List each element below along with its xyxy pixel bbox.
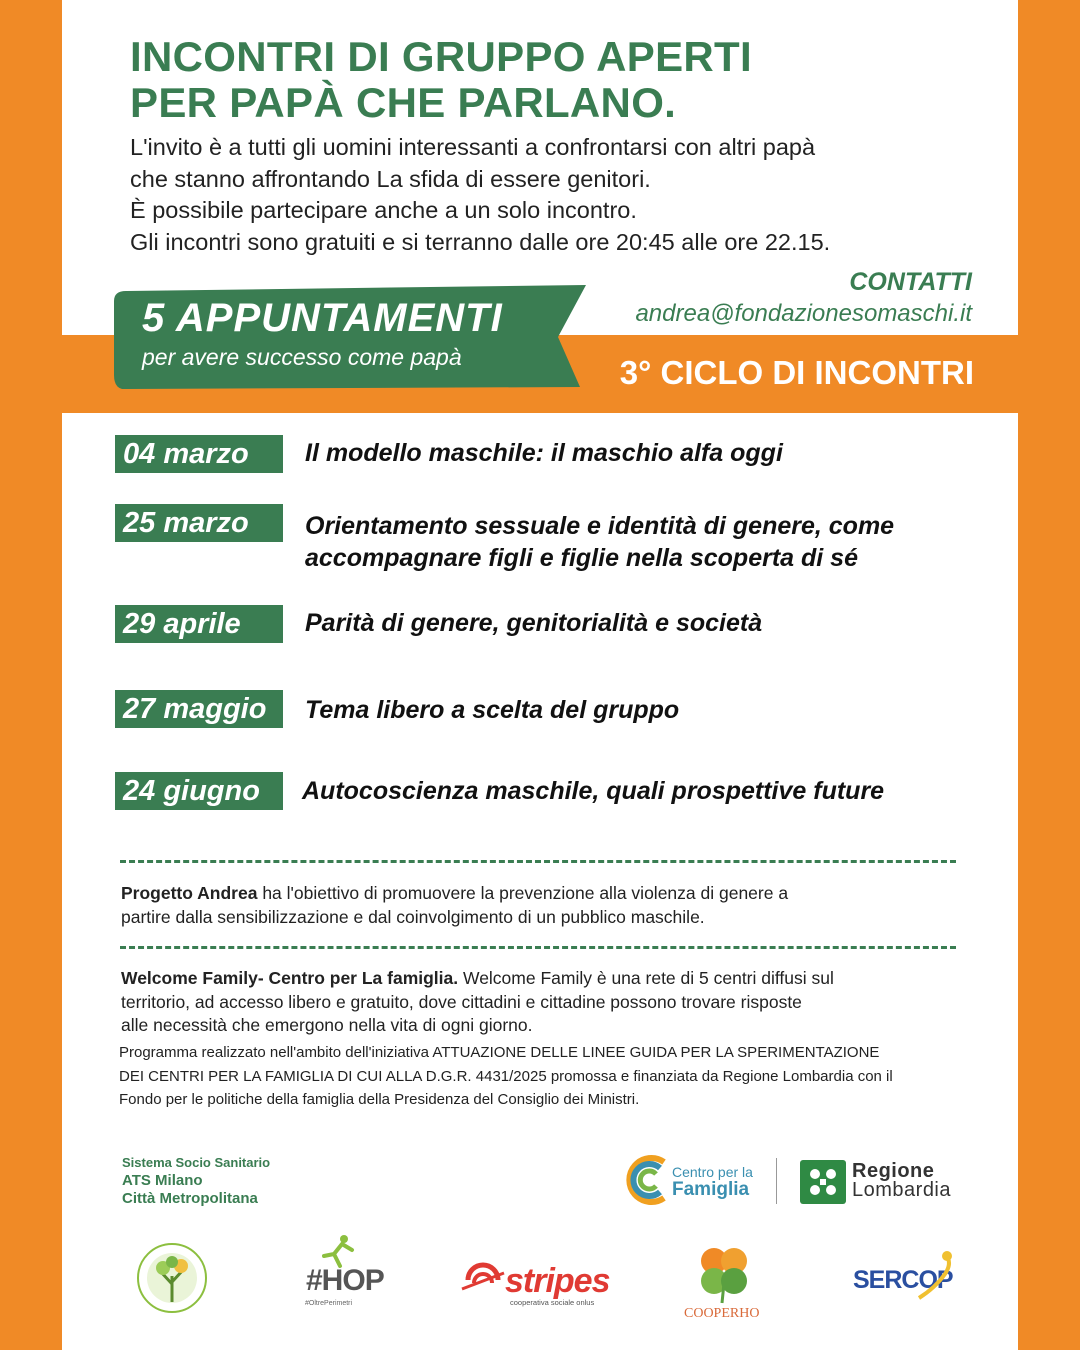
meeting-date: 04 marzo [115, 435, 283, 473]
title-line-2: PER PAPÀ CHE PARLANO. [130, 79, 677, 126]
meeting-topic [305, 437, 783, 469]
running-figure-icon [318, 1234, 358, 1268]
meeting-date: 24 giugno [115, 772, 283, 810]
intro-line: È possibile partecipare anche a un solo incontro. [130, 197, 637, 223]
welcome-line: alle necessità che emergono nella vita di ogni giorno. [121, 1015, 533, 1035]
centro-famiglia-logo: Centro per la Famiglia [672, 1164, 753, 1200]
topic-line: Il modello maschile: il maschio alfa oggi [305, 439, 783, 467]
project-description [121, 882, 971, 929]
meeting-date: 29 aprile [115, 605, 283, 643]
topic-line: Parità di genere, genitorialità e società [305, 609, 763, 637]
topic-line: Orientamento sessuale e identità di genere, come [305, 512, 895, 540]
meeting-topic [305, 694, 679, 726]
meeting-date: 27 maggio [115, 690, 283, 728]
hop-subtitle: #OltrePerimetri [305, 1300, 353, 1307]
ats-milano-logo: Sistema Socio Sanitario ATS Milano Città Metropolitana [122, 1155, 271, 1207]
contacts-label: CONTATTI [849, 268, 972, 296]
cycle-label: 3° CICLO DI INCONTRI [619, 354, 974, 391]
meeting-topic [305, 607, 762, 639]
cooperho-logo: COOPERHO [684, 1306, 760, 1321]
meeting-topic [302, 775, 884, 807]
project-line: partire dalla sensibilizzazione e dal coinvolgimento di un pubblico maschile. [121, 906, 705, 927]
stripes-swirl-icon [458, 1255, 508, 1305]
cooperho-clover-icon [692, 1243, 756, 1305]
centro-famiglia-icon [624, 1152, 670, 1208]
topic-line: Tema libero a scelta del gruppo [305, 696, 680, 724]
title-line-1: INCONTRI DI GRUPPO APERTI [130, 33, 752, 80]
meeting-date: 25 marzo [115, 504, 283, 542]
meeting-topic [305, 510, 894, 574]
consulenza-famiglia-logo [133, 1236, 211, 1318]
topic-line: accompagnare figli e figlie nella scoperta di sé [305, 544, 858, 572]
welcome-line: Welcome Family è una rete di 5 centri diffusi sul [458, 968, 834, 988]
logo-separator [776, 1158, 777, 1204]
sercop-logo: SERCOP [853, 1266, 953, 1294]
program-line: DEI CENTRI PER LA FAMIGLIA DI CUI ALLA D.G.R. 4431/2025 promossa e finanziata da Regione Lombardia con il [119, 1067, 893, 1085]
welcome-line: territorio, ad accesso libero e gratuito, dove cittadini e cittadine possono trovare risposte [121, 991, 802, 1012]
regione-lombardia-logo: Regione Lombardia [852, 1160, 952, 1201]
project-name: Progetto Andrea [121, 883, 258, 903]
sercop-swoosh-icon [905, 1248, 955, 1308]
welcome-description [121, 967, 971, 1038]
badge-title: 5 APPUNTAMENTI [142, 296, 503, 340]
contact-email-link[interactable]: andrea@fondazionesomaschi.it [635, 300, 972, 327]
program-line: Fondo per le politiche della famiglia della Presidenza del Consiglio dei Ministri. [119, 1091, 640, 1108]
dashed-divider [120, 946, 956, 949]
intro-text [130, 132, 990, 258]
badge-subtitle: per avere successo come papà [142, 344, 462, 370]
project-line: ha l'obiettivo di promuovere la prevenzione alla violenza di genere a [257, 883, 789, 903]
program-line: Programma realizzato nell'ambito dell'iniziativa ATTUAZIONE DELLE LINEE GUIDA PER LA SPERIMENTAZIONE [119, 1044, 880, 1061]
dashed-divider [120, 860, 956, 863]
intro-line: L'invito è a tutti gli uomini interessanti a confrontarsi con altri papà [130, 134, 816, 160]
program-note [119, 1041, 979, 1112]
stripes-subtitle: cooperativa sociale onlus [510, 1298, 595, 1307]
stripes-logo: stripes [505, 1262, 610, 1300]
welcome-name: Welcome Family- Centro per La famiglia. [121, 968, 459, 988]
topic-line: Autocoscienza maschile, quali prospettive future [302, 777, 885, 805]
hop-logo: #HOP [306, 1264, 384, 1297]
intro-line: che stanno affrontando La sfida di essere genitori. [130, 165, 651, 192]
intro-line: Gli incontri sono gratuiti e si terranno dalle ore 20:45 alle ore 22.15. [130, 228, 831, 255]
page-title [130, 34, 752, 126]
regione-lombardia-icon [800, 1160, 846, 1204]
